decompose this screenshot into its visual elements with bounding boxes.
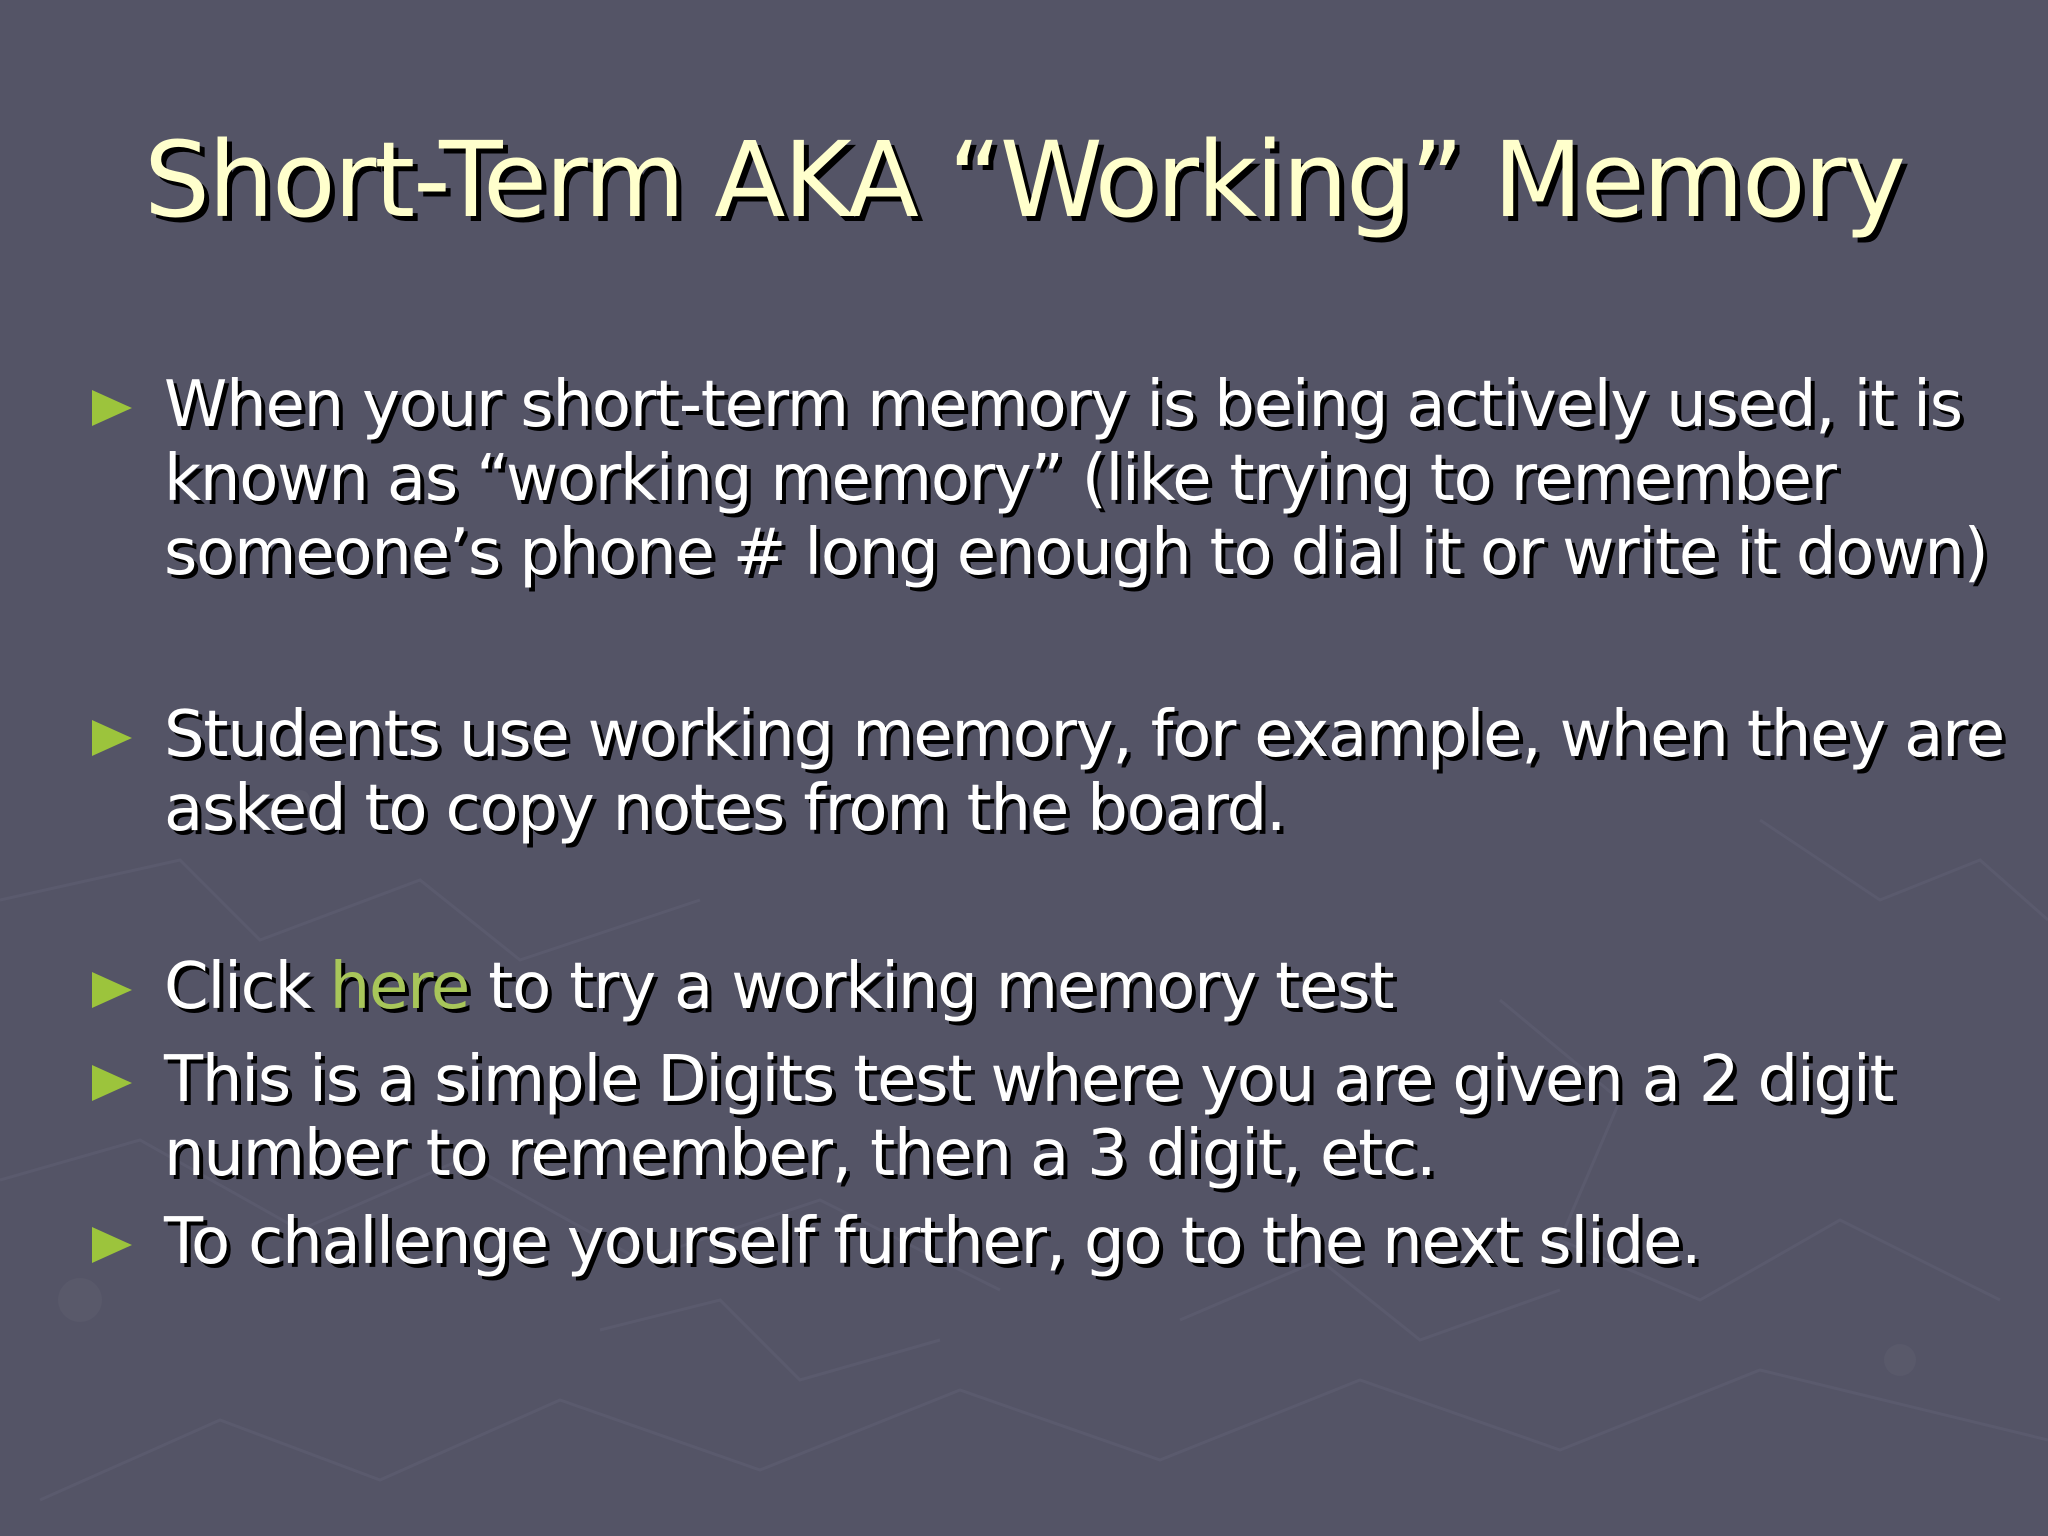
bullet-line: To challenge yourself further, go to the next slide. (164, 1205, 1701, 1279)
bullet-line: When your short-term memory is being actively used, it is (164, 368, 1962, 442)
bullet-text-before-link: Click (164, 950, 330, 1024)
bullet-line: known as “working memory” (like trying to remember (164, 442, 1836, 516)
bullet-text (164, 368, 1988, 590)
triangle-right-icon (92, 368, 164, 432)
triangle-right-icon (92, 698, 164, 762)
bullet-text (164, 1043, 1893, 1191)
triangle-right-icon (92, 1205, 164, 1269)
triangle-right-icon (92, 950, 164, 1014)
bullet-line: number to remember, then a 3 digit, etc. (164, 1117, 1436, 1191)
bullet-item (92, 950, 2012, 1024)
bullet-item (92, 1043, 2012, 1191)
bullet-line: Students use working memory, for example, when they are (164, 698, 2004, 772)
bullet-line: This is a simple Digits test where you are given a 2 digit (164, 1043, 1894, 1117)
triangle-right-icon (92, 1043, 164, 1107)
bullet-item (92, 1205, 2012, 1279)
bullet-text (164, 950, 1393, 1024)
bullet-item (92, 698, 2012, 846)
bullet-line: asked to copy notes from the board. (164, 772, 1286, 846)
bullet-text (164, 698, 2004, 846)
bullet-item (92, 368, 2012, 590)
slide-title: Short-Term AKA “Working” Memory (144, 119, 1904, 241)
bullet-text-after-link: to try a working memory test (469, 950, 1394, 1024)
bullet-line: someone’s phone # long enough to dial it or write it down) (164, 516, 1988, 590)
memory-test-link[interactable]: here (329, 950, 470, 1024)
bullet-text (164, 1205, 1700, 1279)
